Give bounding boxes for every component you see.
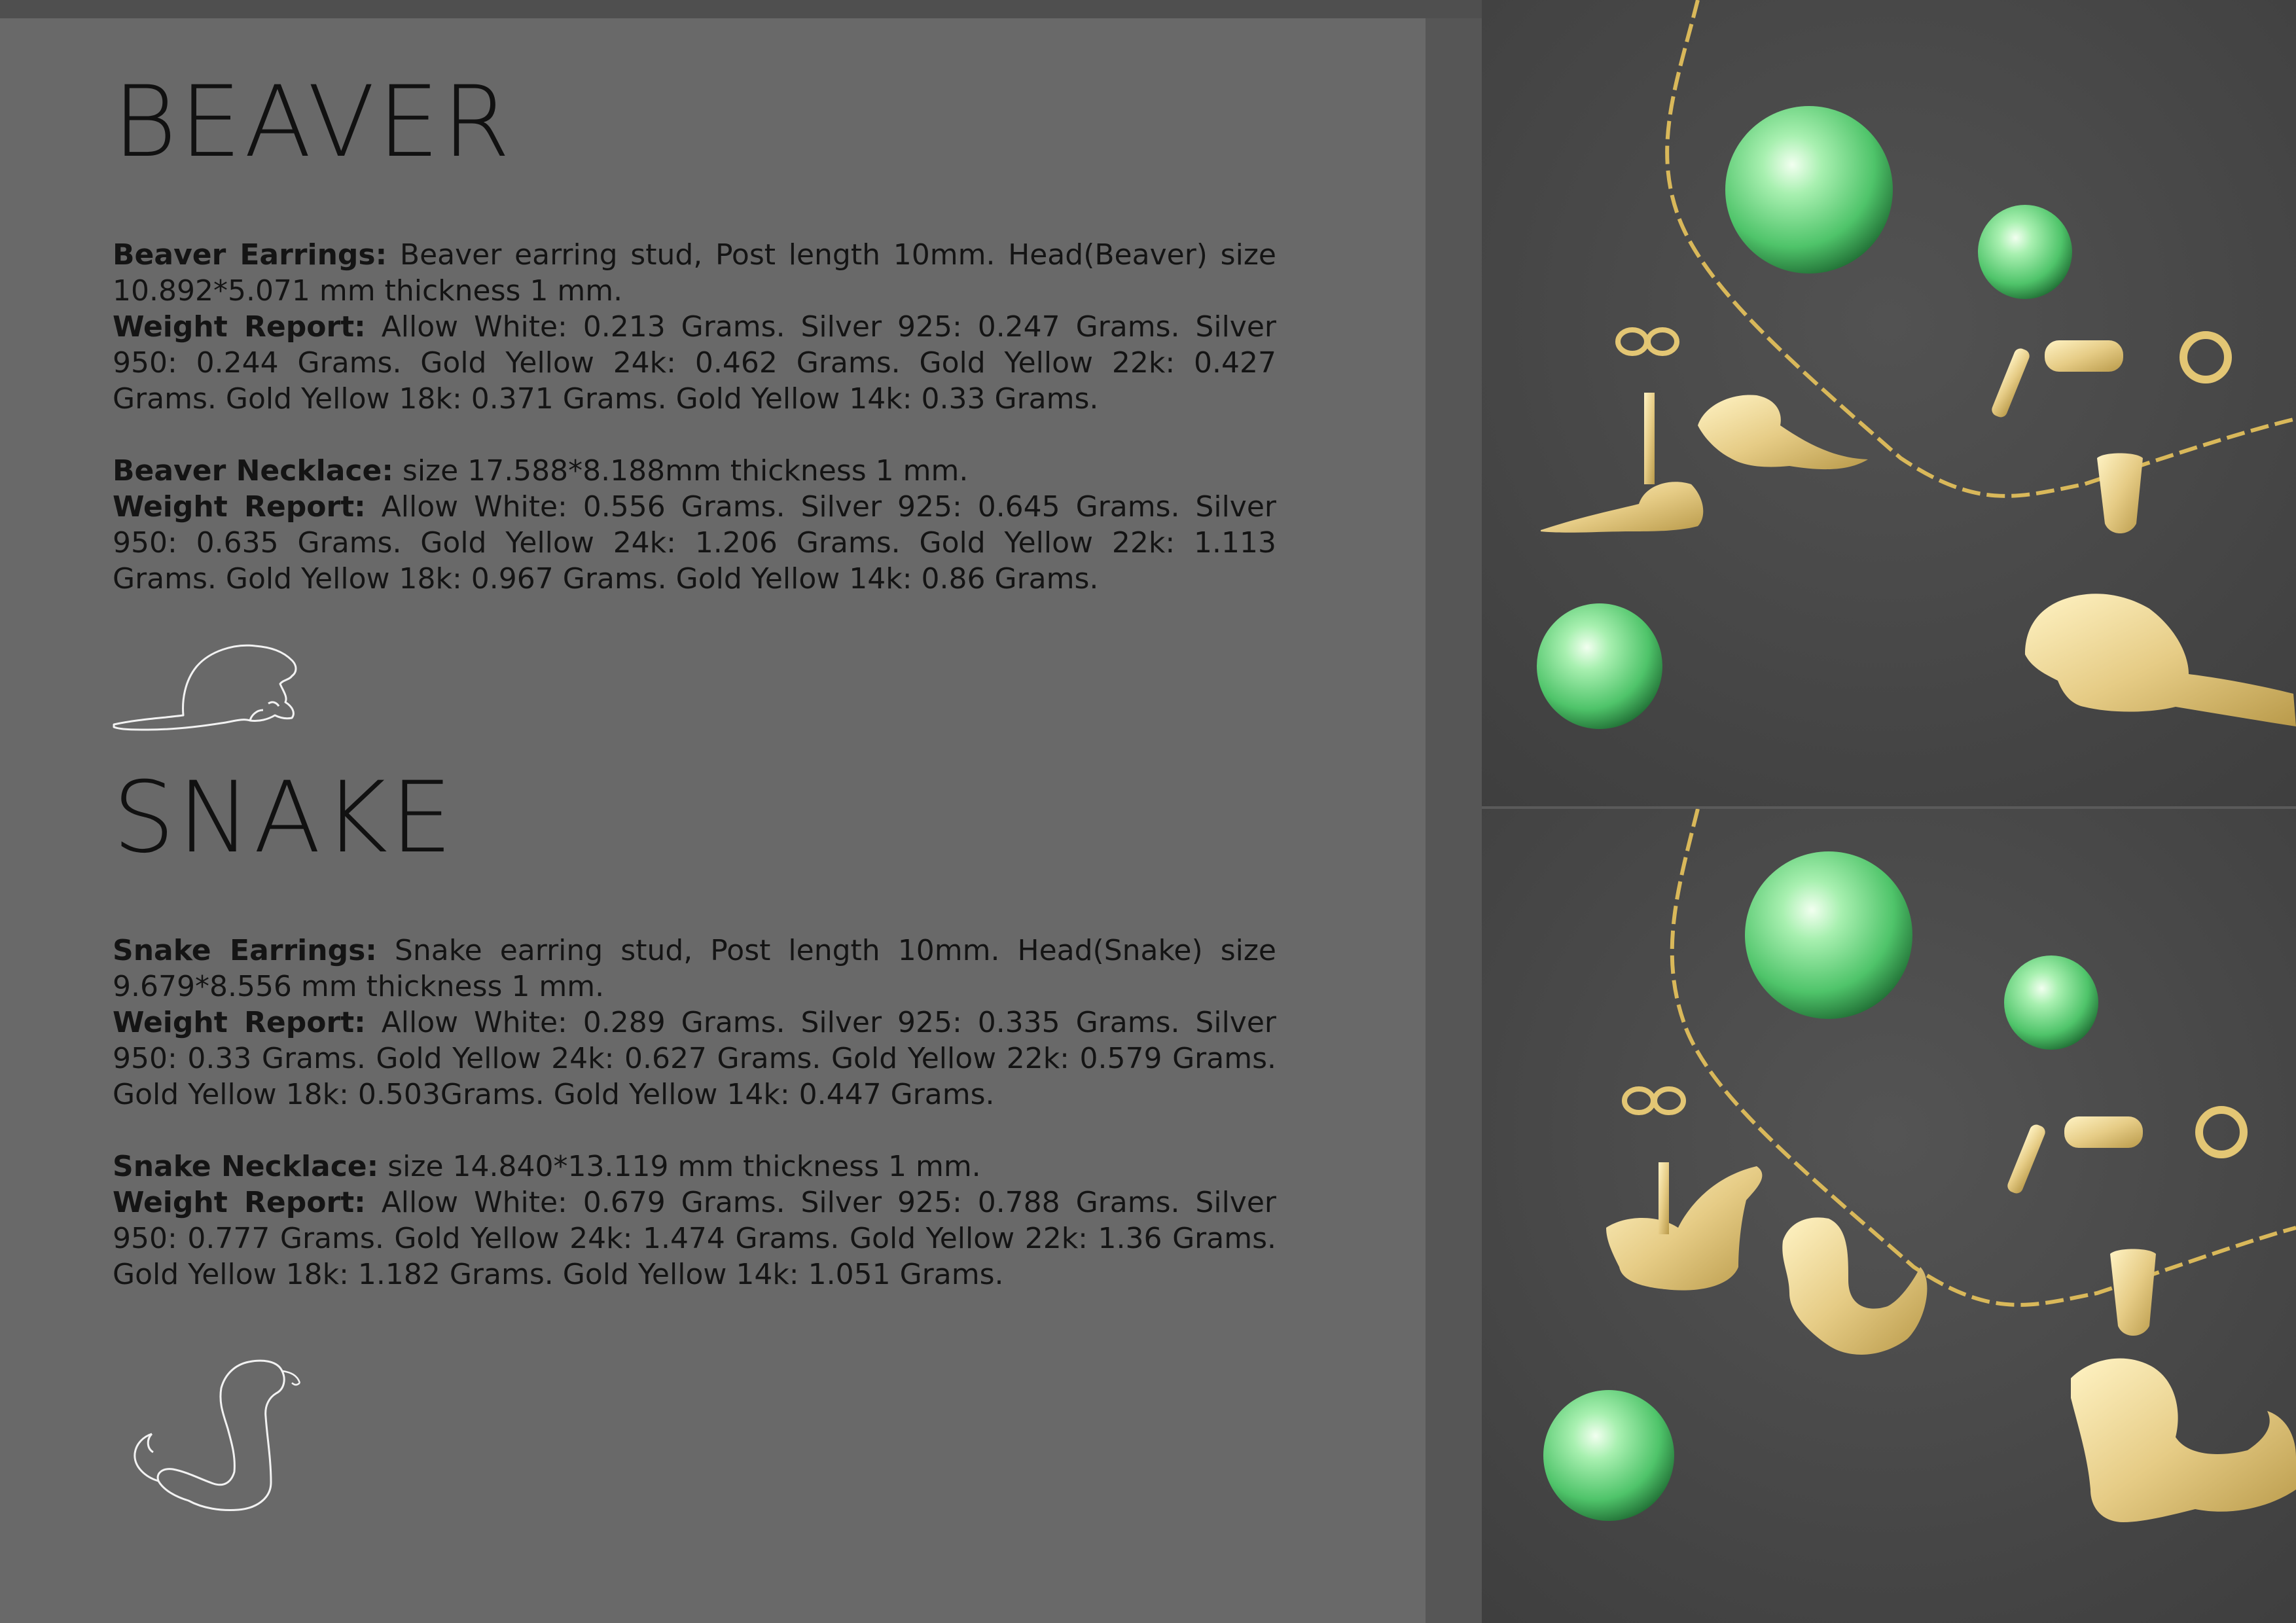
- panel-divider: [1426, 18, 1482, 1623]
- beaver-outline-icon: [111, 638, 301, 733]
- snake-product-photo: [1482, 809, 2296, 1623]
- pearl-bottom-icon: [1543, 1390, 1674, 1521]
- beaver-necklace-paragraph: [113, 453, 1276, 489]
- beaver-earrings-weight-text: Allow White: 0.213 Grams. Silver 925: 0.247 Grams. Silver 950: 0.244 Grams. Gold Yellow 24k: 0.462 Grams. Gold Yellow 22k: 0.427 Grams. Gold Yellow 18k: 0.371 Grams. Gold Yellow 14k: 0.33 Grams.: [113, 310, 1277, 416]
- snake-earrings-weight-text: Allow White: 0.289 Grams. Silver 925: 0.335 Grams. Silver 950: 0.33 Grams. Gold Yellow 24k: 0.627 Grams. Gold Yellow 22k: 0.579 Grams. Gold Yellow 18k: 0.503Grams. Gold Yellow 14k: 0.447 Grams.: [113, 1006, 1277, 1111]
- pearl-small-icon: [1978, 205, 2072, 299]
- snake-earrings-weight-label: Weight Report:: [113, 1006, 366, 1039]
- pearl-large-icon: [1725, 106, 1893, 274]
- beaver-earrings-weight-paragraph: [113, 309, 1276, 417]
- snake-necklace-text: size 14.840*13.119 mm thickness 1 mm.: [378, 1150, 981, 1183]
- snake-earrings-paragraph: [113, 933, 1276, 1005]
- snake-necklace-weight-paragraph: [113, 1185, 1276, 1293]
- beaver-necklace-label: Beaver Necklace:: [113, 454, 393, 488]
- snake-necklace-label: Snake Necklace:: [113, 1150, 379, 1183]
- snake-description: [113, 933, 1276, 1293]
- beaver-earrings-weight-label: Weight Report:: [113, 310, 366, 344]
- snake-earrings-label: Snake Earrings:: [113, 934, 377, 967]
- pearl-large-icon: [1745, 851, 1912, 1019]
- snake-earrings-text: Snake earring stud, Post length 10mm. Head(Snake) size 9.679*8.556 mm thickness 1 mm.: [113, 934, 1277, 1003]
- beaver-necklace-weight-paragraph: [113, 489, 1276, 597]
- snake-necklace-weight-text: Allow White: 0.679 Grams. Silver 925: 0.788 Grams. Silver 950: 0.777 Grams. Gold Yellow 24k: 1.474 Grams. Gold Yellow 22k: 1.36 Grams. Gold Yellow 18k: 1.182 Grams. Gold Yellow 14k: 1.051 Grams.: [113, 1186, 1277, 1291]
- pearl-small-icon: [2004, 955, 2098, 1050]
- beaver-necklace-weight-label: Weight Report:: [113, 490, 366, 524]
- pearl-bottom-icon: [1537, 603, 1662, 729]
- beaver-necklace-weight-text: Allow White: 0.556 Grams. Silver 925: 0.645 Grams. Silver 950: 0.635 Grams. Gold Yellow 24k: 1.206 Grams. Gold Yellow 22k: 1.113 Grams. Gold Yellow 18k: 0.967 Grams. Gold Yellow 14k: 0.86 Grams.: [113, 490, 1277, 596]
- beaver-earrings-label: Beaver Earrings:: [113, 238, 387, 272]
- beaver-earrings-paragraph: [113, 237, 1276, 309]
- snake-necklace-paragraph: [113, 1149, 1276, 1185]
- snake-earrings-weight-paragraph: [113, 1005, 1276, 1113]
- beaver-necklace-text: size 17.588*8.188mm thickness 1 mm.: [393, 454, 969, 488]
- beaver-description: [113, 237, 1276, 597]
- snake-outline-icon: [110, 1345, 306, 1515]
- snake-title: SNAKE: [113, 761, 456, 875]
- beaver-title: BEAVER: [113, 65, 513, 179]
- snake-necklace-weight-label: Weight Report:: [113, 1186, 366, 1219]
- beaver-earrings-text: Beaver earring stud, Post length 10mm. Head(Beaver) size 10.892*5.071 mm thickness 1 mm.: [113, 238, 1276, 308]
- beaver-product-photo: [1482, 0, 2296, 806]
